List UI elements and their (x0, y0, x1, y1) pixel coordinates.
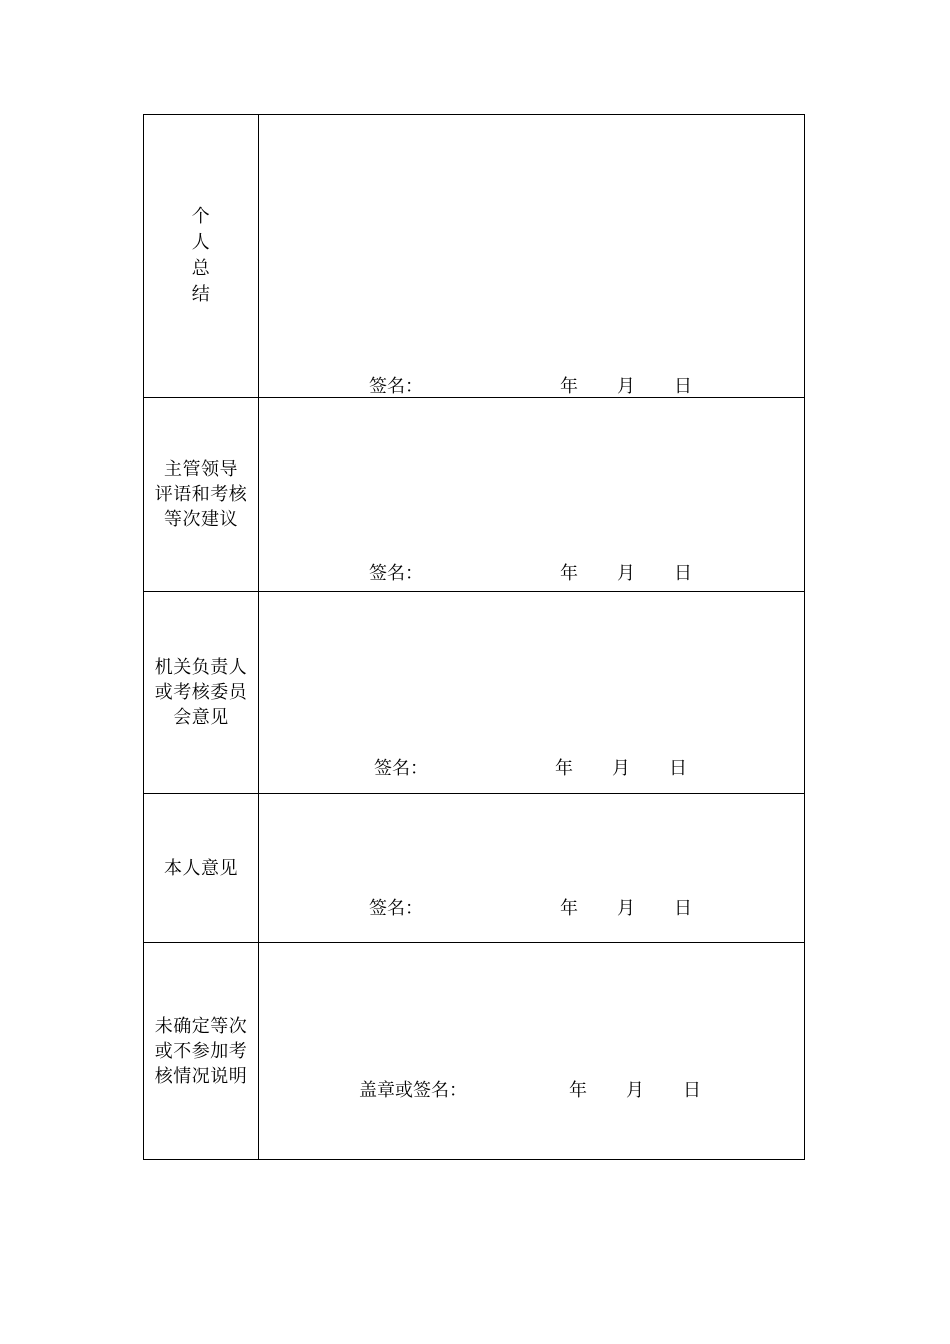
undetermined-explanation-content-area[interactable] (259, 943, 804, 1159)
form-row-committee-opinion (144, 592, 804, 794)
day-label: 日 (674, 376, 692, 397)
row-label-cell (144, 115, 259, 397)
month-label: 月 (626, 1080, 644, 1101)
self-opinion-content-area[interactable] (259, 794, 804, 942)
row-label-cell (144, 398, 259, 591)
form-row-supervisor-comment (144, 398, 804, 592)
row-label-cell (144, 943, 259, 1159)
row-label: 主管领导 评语和考核 等次建议 (154, 459, 248, 530)
month-label: 月 (612, 758, 630, 779)
committee-opinion-content-area[interactable] (259, 592, 804, 793)
signature-label: 签名： (374, 758, 428, 779)
form-row-self-opinion (144, 794, 804, 943)
row-label-cell (144, 592, 259, 793)
assessment-form-table (143, 114, 805, 1160)
year-label: 年 (560, 898, 578, 919)
date-line (560, 559, 692, 585)
row-label: 本人意见 (164, 857, 238, 879)
signature-label: 签名： (369, 898, 423, 919)
personal-summary-content-area[interactable] (259, 115, 804, 397)
row-label-cell (144, 794, 259, 942)
row-label: 未确定等次 或不参加考 核情况说明 (154, 1015, 248, 1087)
year-label: 年 (555, 758, 573, 779)
signature-label: 签名： (369, 563, 423, 584)
month-label: 月 (617, 898, 635, 919)
row-label: 机关负责人 或考核委员 会意见 (154, 657, 248, 728)
month-label: 月 (617, 376, 635, 397)
date-line (560, 372, 692, 398)
year-label: 年 (560, 376, 578, 397)
year-label: 年 (560, 563, 578, 584)
date-line (569, 1076, 701, 1102)
day-label: 日 (674, 898, 692, 919)
form-row-personal-summary (144, 115, 804, 398)
row-label: 个 人 总 结 (191, 206, 211, 305)
day-label: 日 (674, 563, 692, 584)
month-label: 月 (617, 563, 635, 584)
form-row-undetermined-explanation (144, 943, 804, 1159)
seal-or-signature-label: 盖章或签名： (359, 1080, 467, 1101)
date-line (555, 754, 687, 780)
date-line (560, 894, 692, 920)
supervisor-comment-content-area[interactable] (259, 398, 804, 591)
signature-label: 签名： (369, 376, 423, 397)
day-label: 日 (669, 758, 687, 779)
year-label: 年 (569, 1080, 587, 1101)
day-label: 日 (683, 1080, 701, 1101)
